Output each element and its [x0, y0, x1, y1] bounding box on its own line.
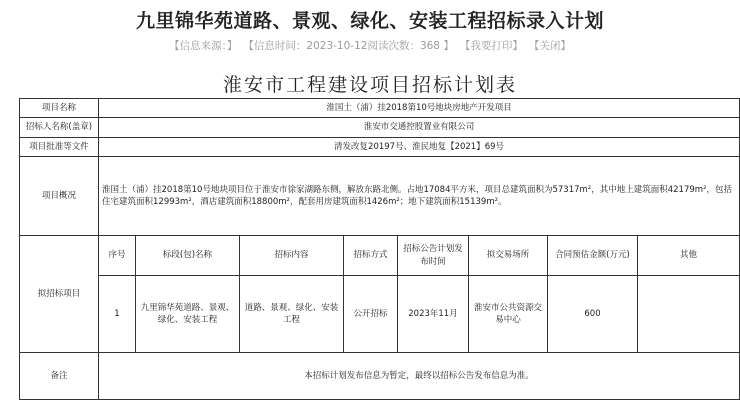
overview-label: 项目概况 — [20, 157, 99, 236]
info-time: 【信息时间：2023-10-12阅读次数：368 】 — [243, 40, 454, 52]
header-seq: 序号 — [99, 236, 136, 276]
cell-seq: 1 — [99, 276, 136, 353]
row-overview — [20, 157, 740, 236]
note-label: 备注 — [20, 353, 99, 400]
cell-section: 九里锦华苑道路、景观、绿化、安装工程 — [136, 276, 240, 353]
cell-amount: 600 — [548, 276, 638, 353]
overview-value: 淮国土（浦）挂2018第10号地块项目位于淮安市徐家湖路东侧，解放东路北侧。占地17084平方米，项目总建筑面积为57317m²，其中地上建筑面积42179m²，包括住宅建筑面积12993m²，酒店建筑面积18800m²，配套用房建筑面积1426m²；地下建筑面积15139m²。 — [99, 157, 740, 236]
note-value: 本招标计划发布信息为暂定，最终以招标公告发布信息为准。 — [99, 353, 740, 400]
approval-label: 项目批准等文件 — [20, 138, 99, 157]
row-note — [20, 353, 740, 400]
table-title: 淮安市工程建设项目招标计划表 — [222, 74, 517, 96]
plan-label: 拟招标项目 — [20, 236, 99, 353]
project-name-value: 淮国土（浦）挂2018第10号地块房地产开发项目 — [99, 99, 740, 118]
project-name-label: 项目名称 — [20, 99, 99, 118]
cell-content: 道路、景观、绿化、安装工程 — [240, 276, 344, 353]
print-link[interactable]: 【我要打印】 — [459, 40, 523, 52]
header-publish-time: 招标公告计划发布时间 — [398, 236, 469, 276]
row-tenderer — [20, 118, 740, 138]
table-row — [20, 276, 740, 353]
close-link[interactable]: 【关闭】 — [528, 40, 571, 52]
header-other: 其他 — [638, 236, 740, 276]
tender-plan-table — [19, 98, 740, 400]
header-amount: 合同预估金额(万元) — [548, 236, 638, 276]
tenderer-value: 淮安市交通控股置业有限公司 — [99, 118, 740, 138]
article-meta-bar — [0, 38, 740, 53]
row-approval — [20, 138, 740, 157]
row-plan-headers — [20, 236, 740, 276]
header-section: 标段(包)名称 — [136, 236, 240, 276]
header-venue: 拟交易场所 — [469, 236, 548, 276]
cell-other — [638, 276, 740, 353]
tenderer-label: 招标人名称(盖章) — [20, 118, 99, 138]
cell-method: 公开招标 — [344, 276, 398, 353]
cell-publish-time: 2023年11月 — [398, 276, 469, 353]
header-method: 招标方式 — [344, 236, 398, 276]
cell-venue: 淮安市公共资源交易中心 — [469, 276, 548, 353]
page-title: 九里锦华苑道路、景观、绿化、安装工程招标录入计划 — [135, 10, 604, 32]
row-project-name — [20, 99, 740, 118]
approval-value: 清发改复20197号、淮民地复【2021】69号 — [99, 138, 740, 157]
info-source: 【信息来源：】 — [169, 40, 238, 52]
header-content: 招标内容 — [240, 236, 344, 276]
